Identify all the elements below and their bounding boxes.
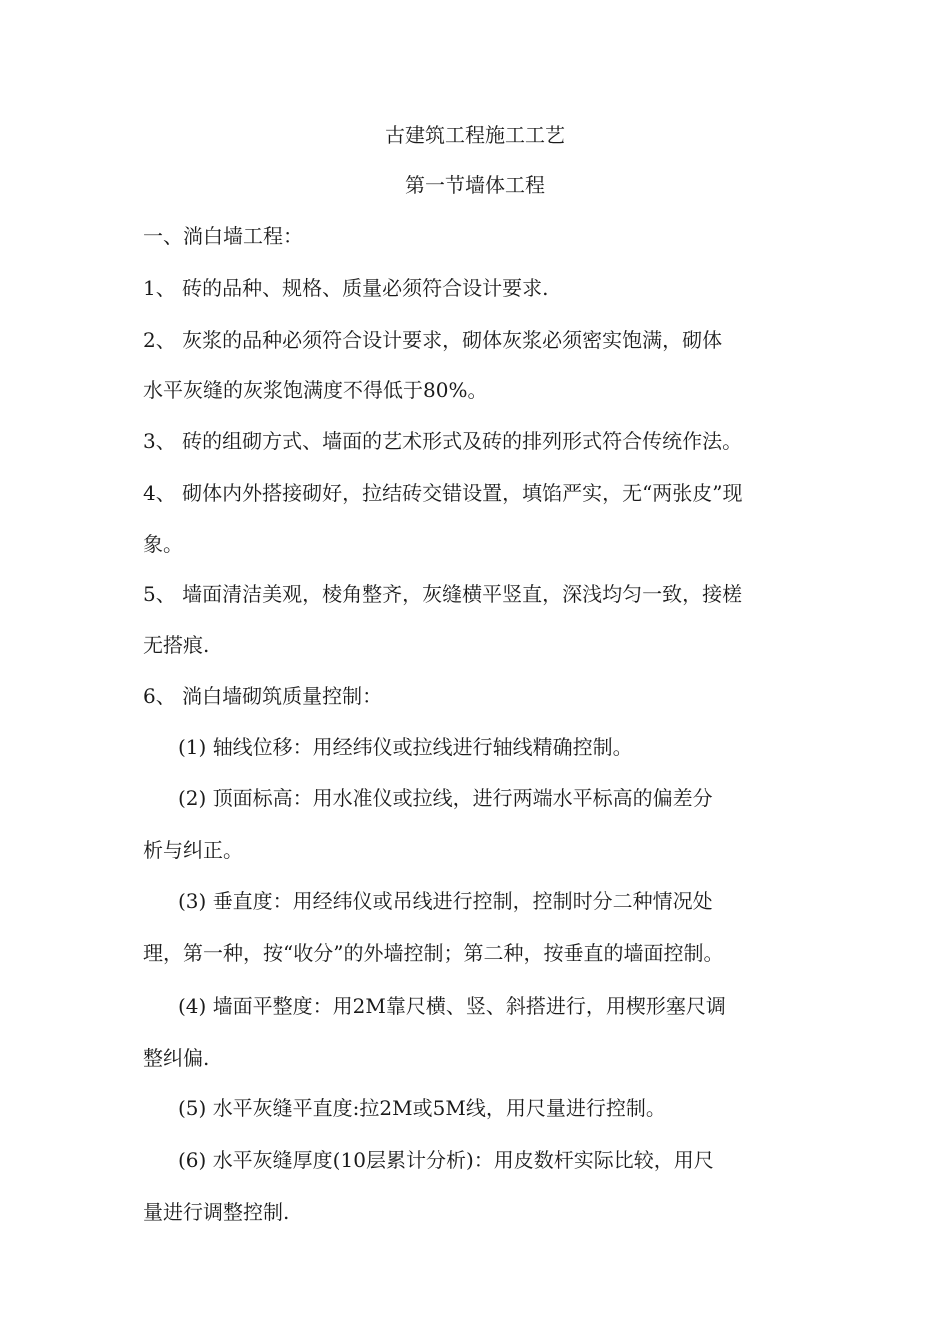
item-1-line-1: 1、 砖的品种、规格、质量必须符合设计要求. xyxy=(143,276,549,300)
item-4-line-2: 象。 xyxy=(143,532,183,556)
item-5-line-1: 5、 墙面清洁美观，棱角整齐，灰缝横平竖直，深浅均匀一致，接槎 xyxy=(143,582,743,606)
sub-item-6-line-1: (6) 水平灰缝厚度(10层累计分析)：用皮数杆实际比较，用尺 xyxy=(178,1148,714,1172)
item-4-line-1: 4、 砌体内外搭接砌好，拉结砖交错设置，填馅严实，无“两张皮”现 xyxy=(143,481,743,505)
item-2-line-2: 水平灰缝的灰浆饱满度不得低于80%。 xyxy=(143,378,488,402)
sub-item-5-line-1: (5) 水平灰缝平直度:拉2M或5M线，用尺量进行控制。 xyxy=(178,1096,666,1120)
item-6-line-1: 6、 淌白墙砌筑质量控制： xyxy=(143,684,383,708)
sub-item-6-line-2: 量进行调整控制. xyxy=(143,1200,290,1224)
section-subtitle: 第一节墙体工程 xyxy=(405,173,545,197)
sub-item-4-line-1: (4) 墙面平整度：用2M靠尺横、竖、斜搭进行，用楔形塞尺调 xyxy=(178,994,726,1018)
sub-item-4-line-2: 整纠偏. xyxy=(143,1046,210,1070)
item-2-line-1: 2、 灰浆的品种必须符合设计要求，砌体灰浆必须密实饱满，砌体 xyxy=(143,328,723,352)
item-5-line-2: 无搭痕. xyxy=(143,633,210,657)
item-3-line-1: 3、 砖的组砌方式、墙面的艺术形式及砖的排列形式符合传统作法。 xyxy=(143,429,743,453)
sub-item-2-line-1: (2) 顶面标高：用水准仪或拉线，进行两端水平标高的偏差分 xyxy=(178,786,713,810)
sub-item-2-line-2: 析与纠正。 xyxy=(143,838,243,862)
sub-item-3-line-1: (3) 垂直度：用经纬仪或吊线进行控制，控制时分二种情况处 xyxy=(178,889,713,913)
sub-item-1-line-1: (1) 轴线位移：用经纬仪或拉线进行轴线精确控制。 xyxy=(178,735,633,759)
sub-item-3-line-2: 理，第一种，按“收分”的外墙控制；第二种，按垂直的墙面控制。 xyxy=(143,941,724,965)
document-title: 古建筑工程施工工艺 xyxy=(385,123,565,147)
section-heading: 一、淌白墙工程： xyxy=(143,224,303,248)
